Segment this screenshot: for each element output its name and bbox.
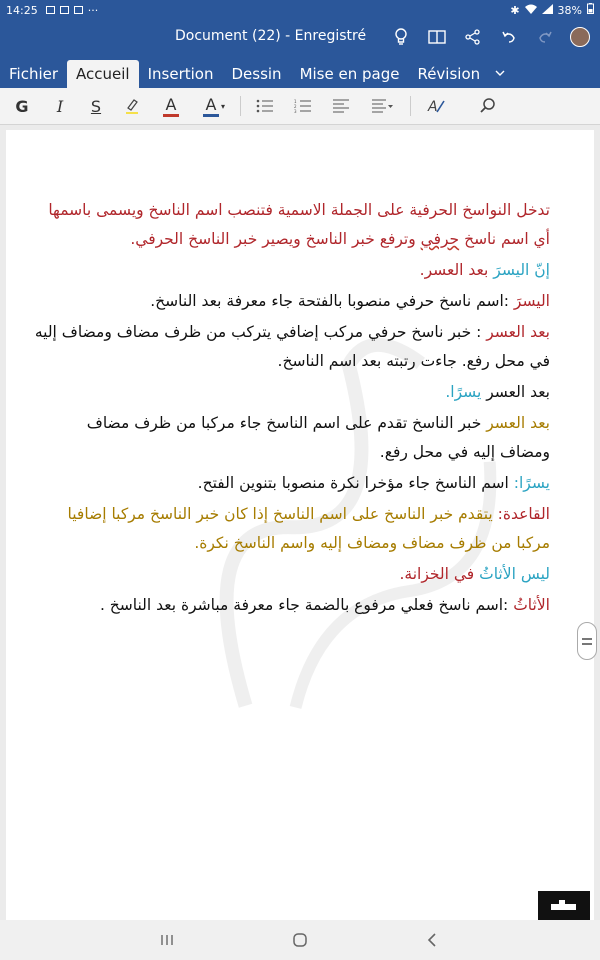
toolbar-divider bbox=[410, 96, 411, 116]
intro-text-part-2: وترفع خبر الناسخ ويصير خبر الناسخ الحرفي. bbox=[130, 230, 416, 248]
rule-label: القاعدة: bbox=[497, 505, 550, 523]
lightbulb-icon[interactable] bbox=[390, 26, 412, 48]
svg-text:2: 2 bbox=[294, 104, 297, 109]
example-3-predicate: في الخزانة. bbox=[399, 565, 475, 583]
tab-revision[interactable]: Révision bbox=[417, 65, 481, 83]
highlight-icon[interactable] bbox=[120, 92, 144, 120]
usr-explanation bbox=[32, 318, 550, 376]
example-3-noun: الأثاثُ bbox=[479, 565, 516, 583]
youtube-notification-icon bbox=[74, 6, 83, 14]
example-3 bbox=[32, 560, 550, 589]
athath-explanation bbox=[32, 591, 550, 620]
text-effects-button[interactable] bbox=[196, 92, 232, 120]
avatar[interactable] bbox=[570, 27, 590, 47]
scroll-handle[interactable] bbox=[577, 622, 597, 660]
status-bar bbox=[0, 0, 600, 20]
battery-level: 38% bbox=[557, 3, 582, 17]
usr2-definition: خبر الناسخ تقدم على اسم الناسخ جاء مركبا من ظرف مضاف ومضاف إليه في محل رفع. bbox=[86, 414, 550, 461]
svg-text:A: A bbox=[428, 99, 438, 115]
tab-insertion[interactable]: Insertion bbox=[147, 65, 214, 83]
yusr-explanation bbox=[32, 287, 550, 316]
example-3-particle: ليس bbox=[520, 565, 550, 583]
ribbon-tabs bbox=[0, 56, 600, 88]
athath-definition: :اسم ناسخ فعلي مرفوع بالضمة جاء معرفة مباشرة بعد الناسخ . bbox=[99, 596, 509, 614]
paragraph-format-icon[interactable] bbox=[366, 92, 398, 120]
svg-text:1: 1 bbox=[294, 99, 297, 104]
wifi-icon bbox=[525, 4, 537, 17]
rule-text: يتقدم خبر الناسخ على اسم الناسخ إذا كان خبر الناسخ مركبا إضافيا مركبا من ظرف مضاف ومضاف إليه واسم الناسخ نكرة. bbox=[67, 505, 550, 552]
yusran-term: يسرًا: bbox=[513, 474, 550, 492]
toolbar-divider bbox=[240, 96, 241, 116]
usr2-explanation bbox=[32, 409, 550, 467]
more-tabs-chevron-icon[interactable] bbox=[489, 60, 511, 88]
document-page[interactable] bbox=[6, 130, 594, 920]
yusran-explanation bbox=[32, 469, 550, 498]
pointer-icon bbox=[549, 896, 579, 918]
tab-mise-en-page[interactable]: Mise en page bbox=[299, 65, 400, 83]
yusr-definition: :اسم ناسخ حرفي منصوبا بالفتحة جاء معرفة بعد الناسخ. bbox=[150, 292, 509, 310]
more-notifications-icon: ··· bbox=[87, 3, 99, 17]
usr-definition: : خبر ناسخ حرفي مركب إضافي يتركب من ظرف مضاف ومضاف إليه في محل رفع. جاءت رتبته بعد اسم الناسخ. bbox=[34, 323, 550, 370]
tab-fichier[interactable]: Fichier bbox=[9, 65, 59, 83]
text-effects-dropdown-icon: ▾ bbox=[220, 101, 225, 111]
align-left-icon[interactable] bbox=[330, 92, 352, 120]
intro-paragraph bbox=[32, 196, 550, 254]
facebook-notification-icon bbox=[60, 6, 69, 14]
text-effects-swatch bbox=[203, 114, 219, 117]
example-1-predicate: بعد العسر. bbox=[419, 261, 489, 279]
document-body[interactable] bbox=[32, 196, 550, 622]
formatting-toolbar bbox=[0, 88, 600, 125]
system-navigation-bar bbox=[0, 920, 600, 960]
reading-mode-icon[interactable] bbox=[426, 26, 448, 48]
font-color-label: A bbox=[165, 94, 177, 114]
example-2 bbox=[32, 378, 550, 407]
tab-accueil[interactable]: Accueil bbox=[67, 60, 139, 88]
example-2-noun: يسرًا. bbox=[445, 383, 482, 401]
notification-icons bbox=[46, 4, 99, 17]
usr-term: بعد العسر bbox=[486, 323, 550, 341]
example-1-noun: اليسرَ bbox=[493, 261, 530, 279]
italic-button[interactable]: I bbox=[56, 96, 64, 116]
underline-button[interactable]: S bbox=[90, 96, 102, 116]
athath-term: الأثاثُ bbox=[513, 596, 550, 614]
undo-icon[interactable] bbox=[498, 26, 520, 48]
signal-icon bbox=[542, 4, 553, 17]
bullet-list-icon[interactable] bbox=[254, 92, 276, 120]
tab-dessin[interactable]: Dessin bbox=[231, 65, 282, 83]
title-bar bbox=[0, 20, 600, 56]
font-color-swatch bbox=[163, 114, 179, 117]
bold-button[interactable]: G bbox=[15, 96, 29, 116]
font-color-button[interactable] bbox=[158, 92, 184, 120]
text-effects-label: A bbox=[205, 94, 217, 114]
bluetooth-icon: ✱ bbox=[510, 3, 520, 17]
status-time: 14:25 bbox=[6, 3, 38, 17]
document-title[interactable]: Document (22) - Enregistré bbox=[175, 28, 367, 44]
recent-apps-icon[interactable] bbox=[155, 928, 179, 952]
back-icon[interactable] bbox=[420, 928, 444, 952]
home-icon[interactable] bbox=[288, 928, 312, 952]
svg-text:3: 3 bbox=[294, 109, 297, 113]
scroll-handle-grip bbox=[582, 638, 592, 640]
example-1 bbox=[32, 256, 550, 285]
usr2-term: بعد العسر bbox=[486, 414, 550, 432]
redo-icon[interactable] bbox=[534, 26, 556, 48]
yusr-term: اليسرَ bbox=[513, 292, 550, 310]
example-1-particle: إنّ bbox=[534, 261, 550, 279]
gallery-notification-icon bbox=[46, 6, 55, 14]
intro-text-part-1: تدخل النواسخ الحرفية على الجملة الاسمية فتنصب اسم الناسخ ويسمى باسمها أي اسم ناسخ bbox=[48, 201, 550, 248]
search-icon[interactable] bbox=[476, 92, 500, 120]
battery-icon bbox=[587, 3, 594, 17]
styles-icon[interactable] bbox=[424, 92, 448, 120]
example-2-predicate: بعد العسر bbox=[486, 383, 550, 401]
share-icon[interactable] bbox=[462, 26, 484, 48]
numbered-list-icon[interactable] bbox=[292, 92, 314, 120]
intro-text-misspelled: حرفي bbox=[420, 230, 460, 248]
scroll-handle-grip bbox=[582, 643, 592, 645]
yusran-definition: اسم الناسخ جاء مؤخرا نكرة منصوبا بتنوين الفتح. bbox=[197, 474, 509, 492]
rule-paragraph bbox=[32, 500, 550, 558]
